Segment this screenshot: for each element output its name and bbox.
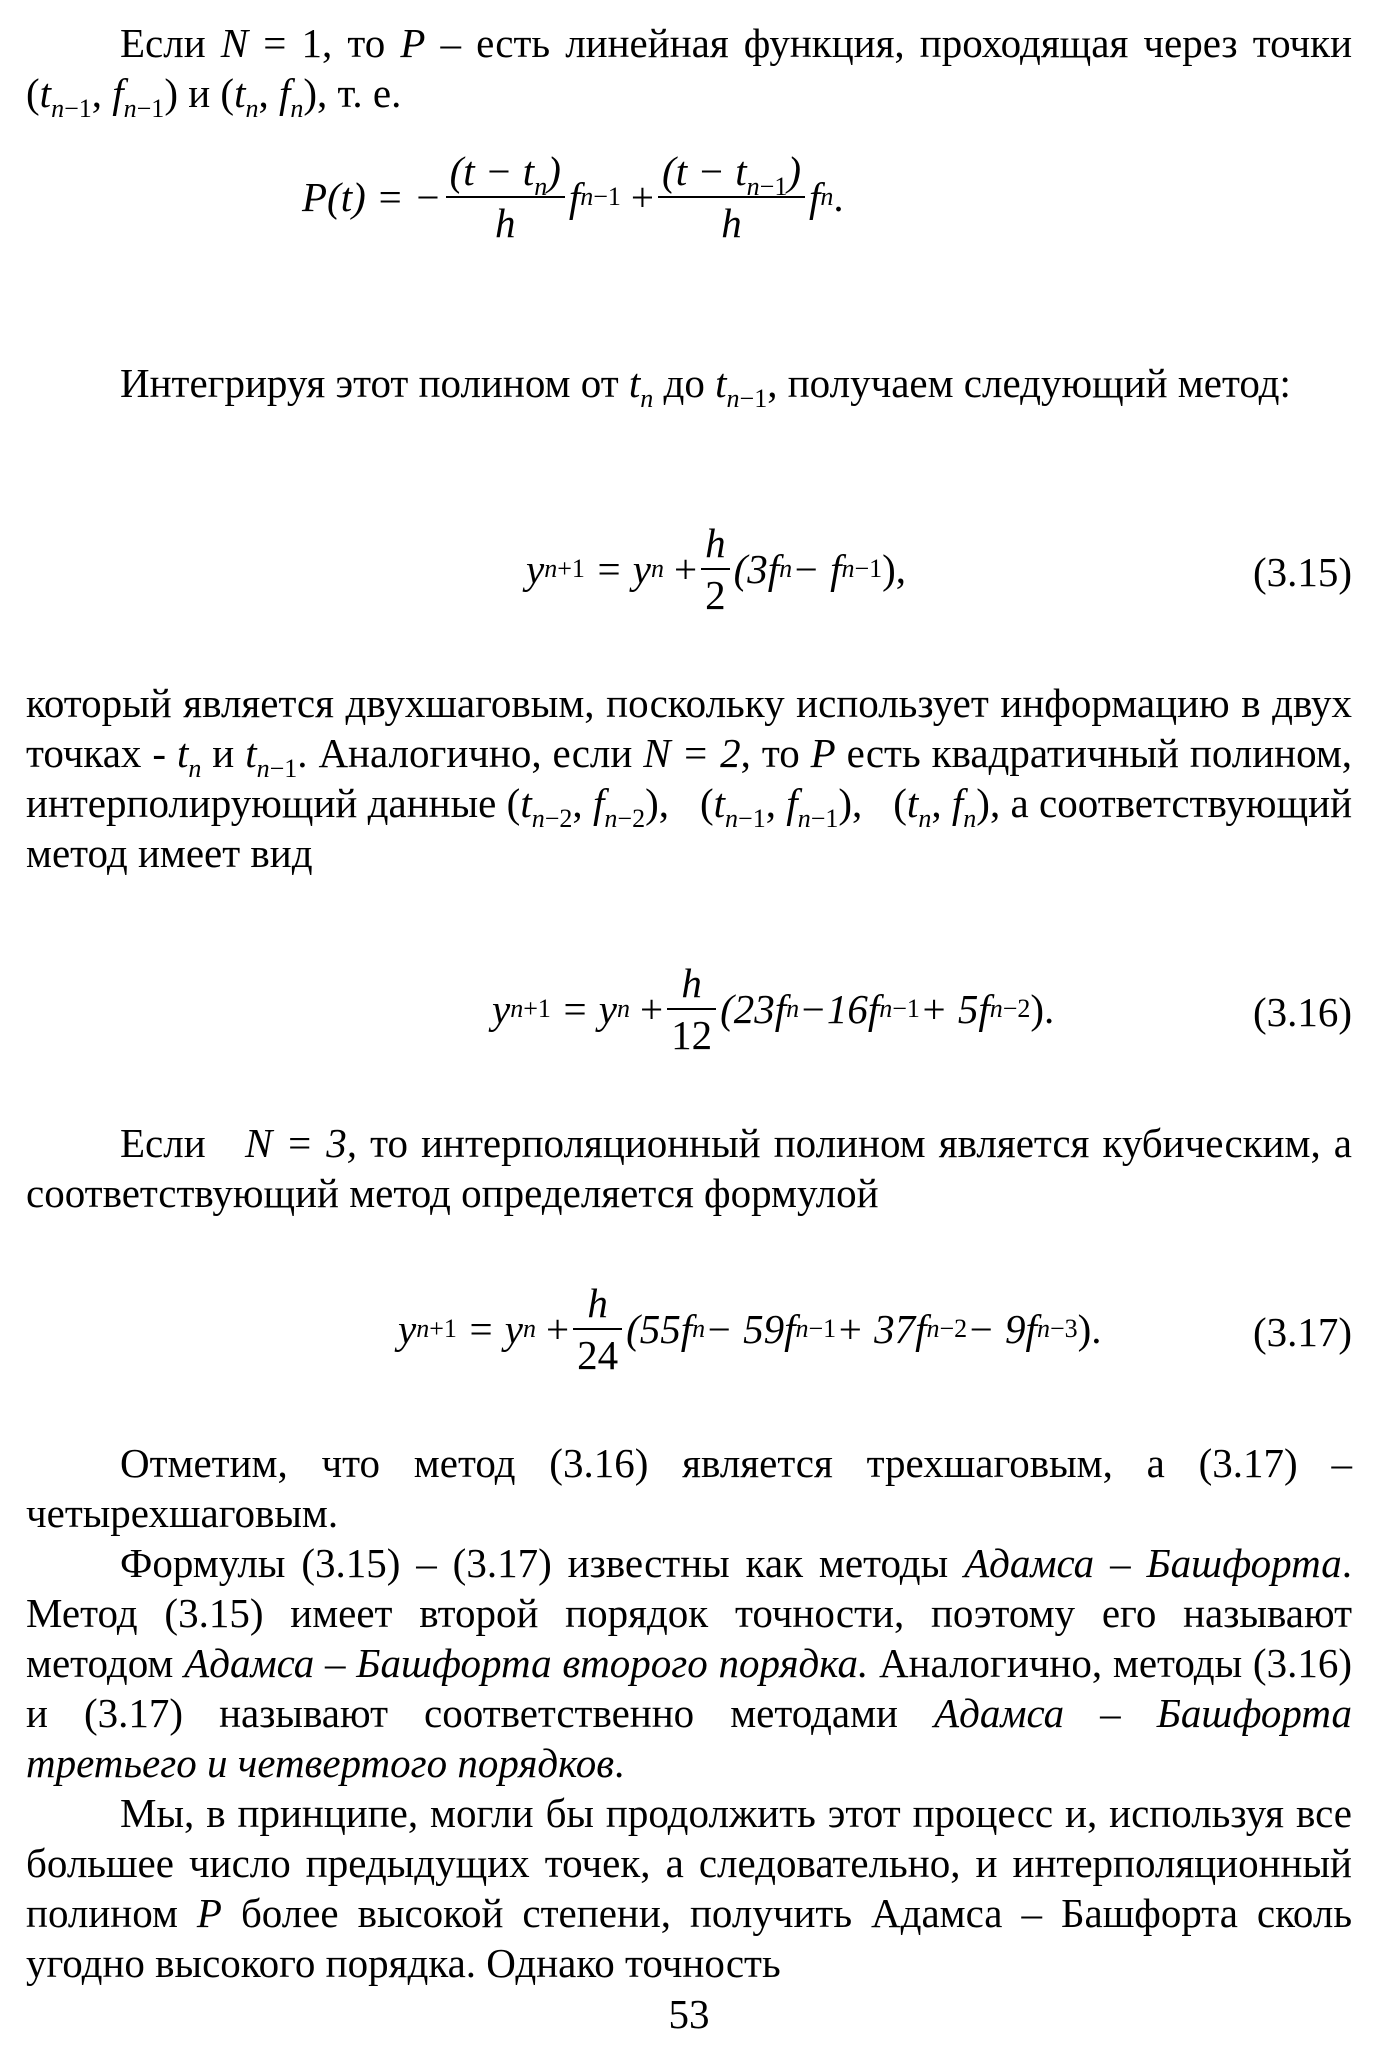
paragraph-7: Мы, в принципе, могли бы продолжить этот процесс и, используя все большее число предыдущих точек, а следовательно, и интерполяционный полином P более высокой степени, получить Адамса – Башфорта сколь угодно высокого порядка. Однако точность bbox=[26, 1790, 1353, 1986]
fraction-2: $\frac{(t - t_{n-1})}{h}$ bbox=[658, 148, 805, 246]
equation-number-3-17: (3.17) bbox=[1252, 1309, 1352, 1355]
paragraph-6: Формулы (3.15) – (3.17) известны как методы Адамса – Башфорта. Метод (3.15) имеет второй порядок точности, поэтому его называют методом Адамса – Башфорта второго порядка. Аналогично, методы (3.16) и (3.17) называют соответственно методами Адамса – Башфорта третьего и четвертого порядков. bbox=[26, 1540, 1353, 1786]
equation-3-16: y n +1 = y n + $\frac{h}{12}$ (23f n −16f n −1 + 5f n −2 ). bbox=[492, 960, 1055, 1058]
fraction-1: $\frac{(t - t_n)}{h}$ bbox=[446, 148, 565, 246]
equation-3-15: y n +1 = y n + $\frac{h}{2}$ (3f n − f n −1 ), bbox=[526, 520, 907, 618]
formula-linear-interpolant: P(t) = − $\frac{(t - t_n)}{h}$ f n −1 + $\frac{(t - t_{n-1})}{h}$ f n . bbox=[302, 148, 844, 246]
paragraph-4: Если N = 3, то интерполяционный полином является кубическим, а соответствующий метод определяется формулой bbox=[26, 1120, 1353, 1216]
paragraph-1: Если N = 1, то P – есть линейная функция, проходящая через точки ($t_{n-1}$, $f_{n-1}$) и ($t_n$, $f_n$), т. е. bbox=[26, 20, 1353, 123]
paragraph-3: который является двухшаговым, поскольку использует информацию в двух точках - $t_n$ и $t_{n-1}$. Аналогично, если N = 2, то P есть квадратичный полином, интерполирующий данные ($t_{n-2}$, $f_{n-2}$), ($t_{n-1}$, $f_{n-1}$), ($t_n$, $f_n$), а соответствующий метод имеет вид bbox=[26, 680, 1353, 876]
paragraph-5: Отметим, что метод (3.16) является трехшаговым, а (3.17) – четырехшаговым. bbox=[26, 1440, 1352, 1536]
fraction-h-2: $\frac{h}{2}$ bbox=[701, 520, 730, 618]
fraction-h-24: $\frac{h}{24}$ bbox=[573, 1280, 622, 1378]
equation-3-17: y n +1 = y n + $\frac{h}{24}$ (55f n − 59f n −1 + 37f n −2 − 9f n −3 ). bbox=[398, 1280, 1102, 1378]
page-number: 53 bbox=[668, 1991, 710, 2037]
paragraph-2: Интегрируя этот полином от $t_n$ до $t_{n-1}$, получаем следующий метод: bbox=[120, 360, 1291, 413]
equation-number-3-15: (3.15) bbox=[1252, 549, 1352, 595]
equation-number-3-16: (3.16) bbox=[1252, 989, 1352, 1035]
page bbox=[26, 0, 1352, 2055]
fraction-h-12: $\frac{h}{12}$ bbox=[667, 960, 716, 1058]
